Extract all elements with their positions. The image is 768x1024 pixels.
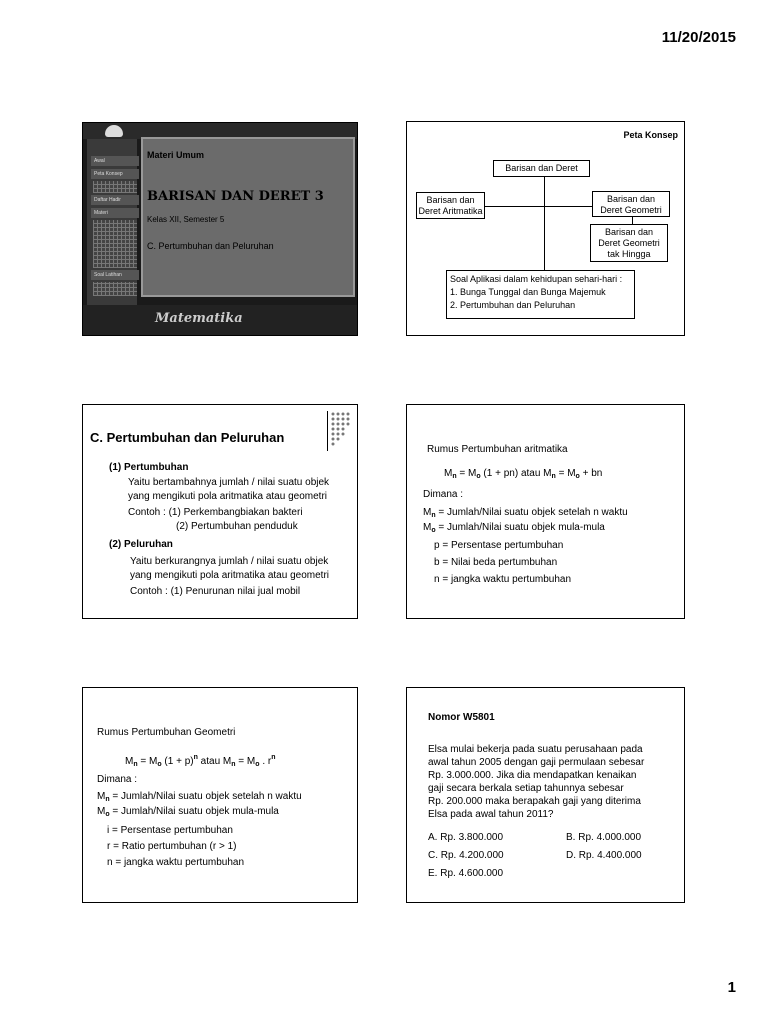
print-date: 11/20/2015 [661, 29, 736, 46]
slide-heading: Nomor W5801 [428, 712, 495, 723]
sidebar-item-soal-latihan[interactable]: Soal Latihan [91, 270, 139, 280]
slide-heading: Rumus Pertumbuhan Geometri [97, 727, 236, 738]
node-aritmatika: Barisan dan Deret Aritmatika [416, 192, 485, 219]
formula-aritmatika: $M_n = M_o$ (1 + pn) atau $M_n = M_o$ + bn [444, 468, 603, 480]
slide-heading: Rumus Pertumbuhan aritmatika [427, 444, 568, 455]
node-barisan-deret: Barisan dan Deret [493, 160, 590, 177]
definition-n: n = jangka waktu pertumbuhan [107, 857, 245, 868]
text-line: Yaitu bertambahnya jumlah / nilai suatu objek [128, 477, 330, 488]
slide-content-panel [141, 137, 355, 297]
slide-sidebar [87, 139, 137, 305]
slide-footer [83, 305, 357, 335]
slide-heading: Peta Konsep [623, 130, 678, 140]
option-d: D. Rp. 4.400.000 [566, 850, 642, 861]
dimana-label: Dimana : [423, 489, 464, 500]
option-b: B. Rp. 4.000.000 [566, 832, 642, 843]
slide-title [82, 122, 358, 336]
question-text: Rp. 200.000 maka berapakah gaji yang diterima [428, 796, 641, 807]
text-line: Contoh : (1) Perkembangbiakan bakteri [128, 507, 303, 518]
text-line: (2) Pertumbuhan penduduk [176, 521, 298, 532]
sidebar-pattern [93, 220, 137, 268]
sidebar-pattern [93, 282, 137, 296]
node-soal-aplikasi: Soal Aplikasi dalam kehidupan sehari-hari : 1. Bunga Tunggal dan Bunga Majemuk 2. Pertumbuhan dan Peluruhan [446, 270, 635, 319]
text-line: Yaitu berkurangnya jumlah / nilai suatu objek [130, 556, 329, 567]
option-c: C. Rp. 4.200.000 [428, 850, 504, 861]
heading-peluruhan: (2) Peluruhan [109, 539, 173, 550]
slide-soal-w5801 [406, 687, 685, 903]
question-text: Elsa mulai bekerja pada suatu perusahaan pada [428, 744, 643, 755]
sidebar-pattern [93, 181, 137, 193]
node-geometri-tak-hingga: Barisan dan Deret Geometri tak Hingga [590, 224, 668, 262]
definition-r: r = Ratio pertumbuhan (r > 1) [107, 841, 237, 852]
question-text: Rp. 3.000.000. Jika dia mendapatkan kenaikan [428, 770, 637, 781]
question-text: Elsa pada awal tahun 2011? [428, 809, 554, 820]
sidebar-item-materi[interactable]: Materi [91, 208, 139, 218]
sidebar-item-awal[interactable]: Awal [91, 156, 139, 166]
definition-p: p = Persentase pertumbuhan [434, 540, 564, 551]
crest-icon [105, 125, 123, 137]
connector-line [485, 206, 592, 207]
slide-rumus-aritmatika [406, 404, 685, 619]
definition-mo: $M_o$ = Jumlah/Nilai suatu objek mula-mula [97, 806, 279, 818]
text-line: yang mengikuti pola aritmatika atau geometri [128, 491, 327, 502]
slide-pertumbuhan-peluruhan [82, 404, 358, 619]
dot-pattern-icon [326, 411, 352, 451]
question-text: gaji secara berkala setiap tahunnya sebesar [428, 783, 624, 794]
text-line: Contoh : (1) Penurunan nilai jual mobil [130, 586, 301, 597]
brand-logo-text: Matematika [155, 311, 243, 326]
definition-mo: $M_o$ = Jumlah/Nilai suatu objek mula-mula [423, 522, 605, 534]
slide-subtitle: Kelas XII, Semester 5 [147, 215, 225, 224]
formula-geometri: $M_n = M_o$ $(1 + p)^n$ atau $M_n = M_o$ . $r^n$ [125, 754, 276, 768]
page-number: 1 [727, 979, 736, 996]
heading-pertumbuhan: (1) Pertumbuhan [109, 462, 189, 473]
section-label: Materi Umum [147, 150, 205, 160]
definition-mn: $M_n$ = Jumlah/Nilai suatu objek setelah n waktu [97, 791, 302, 803]
definition-b: b = Nilai beda pertumbuhan [434, 557, 558, 568]
question-text: awal tahun 2005 dengan gaji permulaan sebesar [428, 757, 645, 768]
definition-n: n = jangka waktu pertumbuhan [434, 574, 572, 585]
slide-rumus-geometri [82, 687, 358, 903]
dimana-label: Dimana : [97, 774, 138, 785]
sidebar-item-daftar-hadir[interactable]: Daftar Hadir [91, 195, 139, 205]
definition-mn: $M_n$ = Jumlah/Nilai suatu objek setelah n waktu [423, 507, 628, 519]
slide-heading: BARISAN DAN DERET 3 [147, 189, 324, 204]
connector-line [544, 177, 545, 270]
node-geometri: Barisan dan Deret Geometri [592, 191, 670, 217]
slide-heading: C. Pertumbuhan dan Peluruhan [90, 430, 285, 445]
sidebar-item-peta-konsep[interactable]: Peta Konsep [91, 169, 139, 179]
option-e: E. Rp. 4.600.000 [428, 868, 504, 879]
connector-line [632, 217, 633, 224]
slide-peta-konsep [406, 121, 685, 336]
slide-topic: C. Pertumbuhan dan Peluruhan [147, 241, 274, 251]
definition-i: i = Persentase pertumbuhan [107, 825, 233, 836]
text-line: yang mengikuti pola aritmatika atau geometri [130, 570, 329, 581]
option-a: A. Rp. 3.800.000 [428, 832, 504, 843]
